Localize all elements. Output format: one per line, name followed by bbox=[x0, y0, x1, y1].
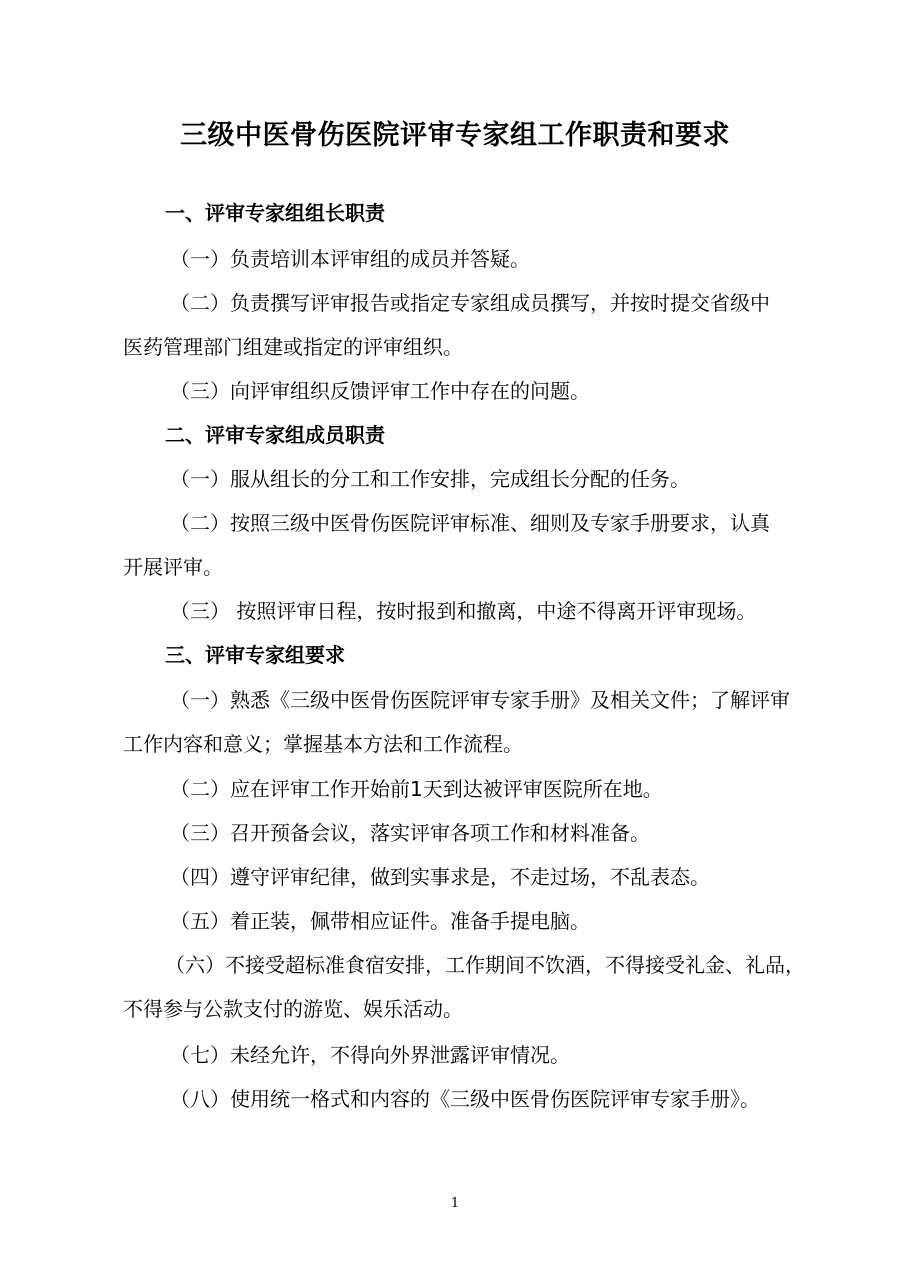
paragraph-line: （八）使用统一格式和内容的《三级中医骨伤医院评审专家手册》。 bbox=[170, 1087, 760, 1111]
paragraph-line: （一）负责培训本评审组的成员并答疑。 bbox=[170, 247, 530, 271]
paragraph-line: （三）向评审组织反馈评审工作中存在的问题。 bbox=[170, 379, 590, 403]
paragraph-line: （二）应在评审工作开始前1天到达被评审医院所在地。 bbox=[170, 777, 663, 801]
paragraph-line: （一）服从组长的分工和工作安排，完成组长分配的任务。 bbox=[170, 467, 690, 491]
paragraph-line: （三） 按照评审日程，按时报到和撤离，中途不得离开评审现场。 bbox=[170, 599, 757, 623]
paragraph-line: （六）不接受超标准食宿安排，工作期间不饮酒，不得接受礼金、礼品， bbox=[165, 953, 805, 977]
section-heading-3: 三、评审专家组要求 bbox=[165, 643, 345, 667]
paragraph-line: 医药管理部门组建或指定的评审组织。 bbox=[123, 335, 463, 359]
paragraph-line: 工作内容和意义；掌握基本方法和工作流程。 bbox=[123, 732, 523, 756]
paragraph-line: （二）按照三级中医骨伤医院评审标准、细则及专家手册要求，认真 bbox=[170, 511, 770, 535]
paragraph-line: （七）未经允许，不得向外界泄露评审情况。 bbox=[170, 1043, 570, 1067]
paragraph-line: （二）负责撰写评审报告或指定专家组成员撰写，并按时提交省级中 bbox=[170, 291, 770, 315]
paragraph-line: （一）熟悉《三级中医骨伤医院评审专家手册》及相关文件；了解评审 bbox=[170, 688, 790, 712]
page-number: 1 bbox=[450, 1196, 460, 1211]
paragraph-line: （五）着正装，佩带相应证件。准备手提电脑。 bbox=[170, 909, 590, 933]
paragraph-line: 开展评审。 bbox=[123, 555, 223, 579]
section-heading-1: 一、评审专家组组长职责 bbox=[165, 201, 385, 225]
section-heading-2: 二、评审专家组成员职责 bbox=[165, 423, 385, 447]
paragraph-line: （三）召开预备会议，落实评审各项工作和材料准备。 bbox=[170, 821, 650, 845]
paragraph-line: （四）遵守评审纪律，做到实事求是，不走过场，不乱表态。 bbox=[170, 865, 710, 889]
paragraph-line: 不得参与公款支付的游览、娱乐活动。 bbox=[123, 997, 463, 1021]
document-title: 三级中医骨伤医院评审专家组工作职责和要求 bbox=[180, 120, 730, 151]
